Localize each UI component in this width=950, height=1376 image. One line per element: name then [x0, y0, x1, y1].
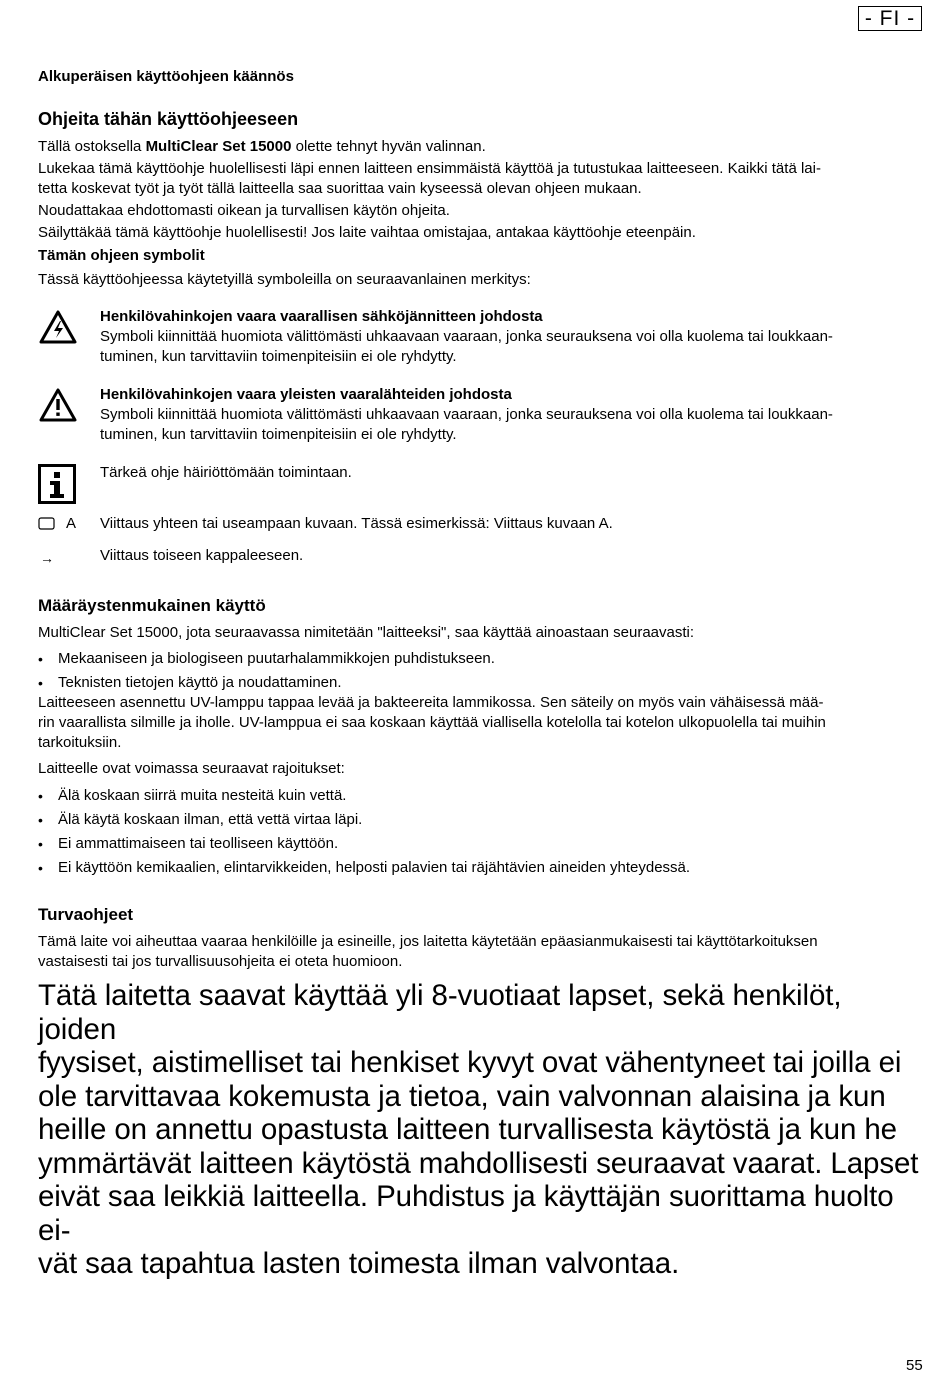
intro-paragraph-1 — [38, 137, 924, 157]
electric-hazard-icon — [38, 309, 78, 351]
list-item: • Ei käyttöön kemikaalien, elintarvikkeiden, helposti palavien tai räjähtävien aineiden yhteydessä. — [38, 858, 924, 878]
general-hazard-line1: Symboli kiinnittää huomiota välittömästi uhkaavaan vaaraan, jonka seurauksena voi olla kuolema tai loukkaan- — [100, 406, 833, 423]
intro-p2-line1: Lukekaa tämä käyttöohje huolellisesti läpi ennen laitteen ensimmäistä käyttöä ja tutustukaa laitteeseen. Kaikki tätä lai- — [38, 160, 821, 177]
intended-use-intro: MultiClear Set 15000, jota seuraavassa nimitetään "laitteeksi", saa käyttää ainoastaan seuraavasti: — [38, 624, 695, 641]
safety-line1: Tämä laite voi aiheuttaa vaaraa henkilöille ja esineille, jos laitetta käytetään epäasianmukaisesti tai käyttötarkoituksen — [38, 933, 818, 950]
restrictions-intro: Laitteelle ovat voimassa seuraavat rajoitukset: — [38, 760, 345, 777]
children-warning-line: Tätä laitetta saavat käyttää yli 8-vuotiaat lapset, sekä henkilöt, joiden — [38, 979, 842, 1046]
list-item: • Älä koskaan siirrä muita nesteitä kuin vettä. — [38, 786, 924, 806]
arrow-right-icon: → — [40, 550, 54, 566]
info-text: Tärkeä ohje häiriöttömään toimintaan. — [100, 464, 352, 481]
intro-paragraph-4: Säilyttäkää tämä käyttöohje huolellisesti! Jos laite vaihtaa omistajaa, antakaa käyttöohje eteenpäin. — [38, 224, 696, 241]
list-item: • Ei ammattimaiseen tai teolliseen käyttöön. — [38, 834, 924, 854]
children-warning-line: vät saa tapahtua lasten toimesta ilman valvontaa. — [38, 1247, 680, 1280]
list-item: • Mekaaniseen ja biologiseen puutarhalammikkojen puhdistukseen. — [38, 649, 924, 669]
intro-section — [38, 108, 924, 243]
uv-line1: Laitteeseen asennettu UV-lamppu tappaa levää ja bakteereita lammikossa. Sen säteily on myös vain vähäisessä mää- — [38, 694, 824, 711]
uv-line2: rin vaarallista silmille ja iholle. UV-lamppua ei saa koskaan käyttää viallisella kotelolla tai kotelon ulkopuolella tai muihin — [38, 714, 826, 731]
intended-use-list — [38, 649, 924, 693]
general-hazard-title: Henkilövahinkojen vaara yleisten vaaralähteiden johdosta — [100, 386, 512, 403]
safety-heading: Turvaohjeet — [38, 905, 134, 924]
electric-hazard-line2: tuminen, kun tarvittaviin toimenpiteisiin ei ole ryhdytty. — [100, 348, 457, 365]
children-warning-line: heille on annettu opastusta laitteen turvallisesta käytöstä ja kun he — [38, 1113, 897, 1146]
list-item: • Älä käytä koskaan ilman, että vettä virtaa läpi. — [38, 810, 924, 830]
language-badge: - FI - — [858, 6, 922, 31]
safety-line2: vastaisesti tai jos turvallisuusohjeita ei oteta huomioon. — [38, 953, 403, 970]
intro-p2-line2: tetta koskevat työt ja työt tällä laitteella saa suorittaa vain kyseessä olevan ohjeen mukaan. — [38, 180, 642, 197]
electric-hazard-title: Henkilövahinkojen vaara vaarallisen sähköjännitteen johdosta — [100, 308, 543, 325]
symbol-general-hazard — [38, 385, 924, 445]
intro-p1-after: olette tehnyt hyvän valinnan. — [291, 138, 486, 155]
symbols-section — [38, 246, 924, 290]
restrictions-list — [38, 786, 924, 878]
intended-use-heading: Määräystenmukainen käyttö — [38, 596, 266, 615]
intended-use-section — [38, 595, 924, 878]
children-warning-line: ole tarvittavaa kokemusta ja tietoa, vain valvonnan alaisina ja kun — [38, 1079, 886, 1113]
symbol-arrow-reference — [38, 546, 924, 566]
document-subtitle: Alkuperäisen käyttöohjeen käännös — [38, 68, 294, 85]
symbol-electric-hazard — [38, 307, 924, 367]
product-name: MultiClear Set 15000 — [145, 138, 292, 155]
info-icon — [38, 464, 76, 510]
figure-reference-label: A — [66, 515, 77, 532]
figure-reference-icon — [38, 516, 56, 538]
children-warning-line: fyysiset, aistimelliset tai henkiset kyvyt ovat vähentyneet tai joilla ei — [38, 1046, 902, 1079]
children-warning — [38, 979, 924, 1281]
safety-paragraph — [38, 932, 924, 972]
uv-paragraph — [38, 693, 924, 753]
safety-section — [38, 904, 924, 1281]
arrow-reference-text: Viittaus toiseen kappaleeseen. — [100, 547, 304, 564]
symbols-heading: Tämän ohjeen symbolit — [38, 247, 205, 264]
list-item: • Teknisten tietojen käyttö ja noudattaminen. — [38, 673, 924, 693]
symbols-intro: Tässä käyttöohjeessa käytetyillä symboleilla on seuraavanlainen merkitys: — [38, 271, 531, 288]
symbol-info — [38, 463, 924, 483]
intro-p1-before: Tällä ostoksella — [38, 138, 146, 155]
page-number: 55 — [906, 1357, 923, 1374]
symbol-figure-reference — [38, 514, 924, 534]
warning-icon — [38, 387, 78, 429]
uv-line3: tarkoituksiin. — [38, 734, 122, 751]
intro-paragraph-2 — [38, 159, 924, 199]
intro-paragraph-3: Noudattakaa ehdottomasti oikean ja turvallisen käytön ohjeita. — [38, 202, 450, 219]
figure-reference-text: Viittaus yhteen tai useampaan kuvaan. Tässä esimerkissä: Viittaus kuvaan A. — [100, 515, 613, 532]
electric-hazard-line1: Symboli kiinnittää huomiota välittömästi uhkaavaan vaaraan, jonka seurauksena voi olla kuolema tai loukkaan- — [100, 328, 833, 345]
intro-heading: Ohjeita tähän käyttöohjeeseen — [38, 109, 299, 129]
general-hazard-line2: tuminen, kun tarvittaviin toimenpiteisiin ei ole ryhdytty. — [100, 426, 457, 443]
children-warning-line: ymmärtävät laitteen käytöstä mahdollisesti seuraavat vaarat. Lapset — [38, 1146, 919, 1180]
children-warning-line: eivät saa leikkiä laitteella. Puhdistus ja käyttäjän suorittama huolto ei- — [38, 1180, 894, 1247]
